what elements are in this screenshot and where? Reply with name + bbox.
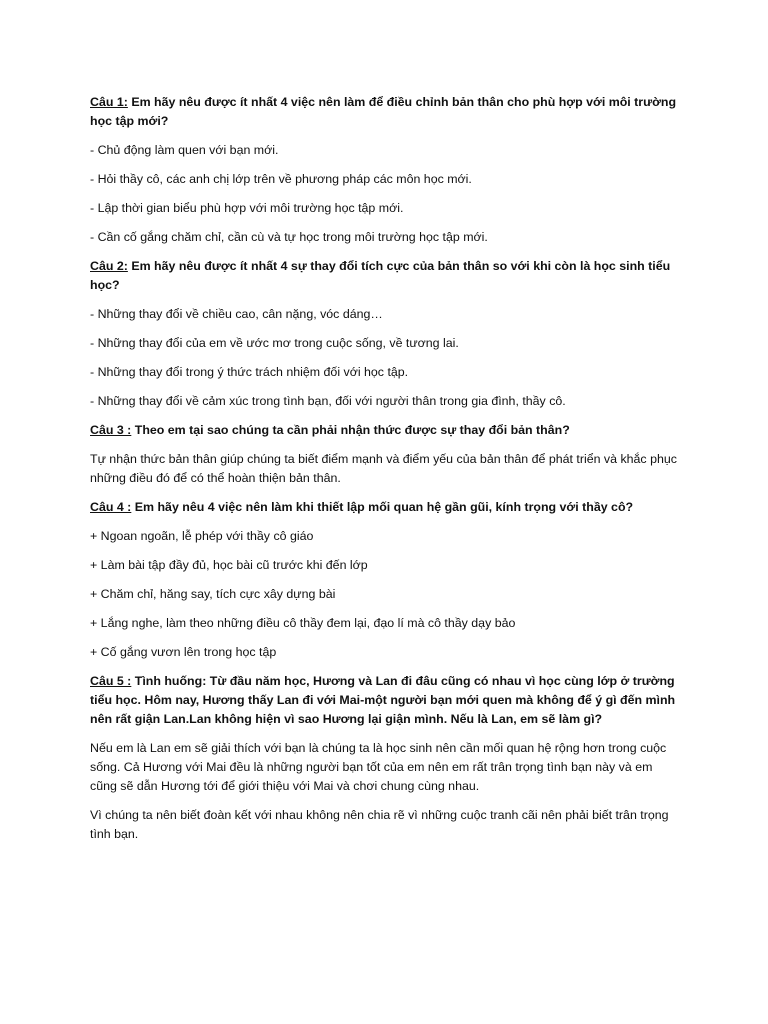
section-1	[90, 93, 678, 247]
question-2	[90, 257, 678, 295]
section-2	[90, 257, 678, 411]
question-text: Em hãy nêu được ít nhất 4 việc nên làm để điều chỉnh bản thân cho phù hợp với môi trường học tập mới?	[90, 95, 677, 128]
answer-line: - Những thay đổi về chiều cao, cân nặng, vóc dáng…	[90, 307, 383, 321]
question-label: Câu 2:	[90, 259, 128, 273]
answer-line: - Cần cố gắng chăm chỉ, cần cù và tự học trong môi trường học tập mới.	[90, 230, 488, 244]
answer-line: - Những thay đổi của em về ước mơ trong cuộc sống, về tương lai.	[90, 336, 459, 350]
question-text: Theo em tại sao chúng ta cần phải nhận thức được sự thay đổi bản thân?	[131, 423, 570, 437]
question-4	[90, 498, 678, 517]
answer-line: + Cố gắng vươn lên trong học tập	[90, 645, 277, 659]
question-label: Câu 4 :	[90, 500, 132, 514]
answer-line: + Chăm chỉ, hăng say, tích cực xây dựng bài	[90, 587, 336, 601]
answer-line: + Lắng nghe, làm theo những điều cô thầy đem lại, đạo lí mà cô thầy dạy bảo	[90, 616, 516, 630]
section-4	[90, 498, 678, 662]
question-text: Tình huống: Từ đầu năm học, Hương và Lan đi đâu cũng có nhau vì học cùng lớp ở trường tiểu học. Hôm nay, Hương thấy Lan đi với Mai-một người bạn mới quen mà không để ý gì đến mình nên rất giận Lan.Lan không hiện vì sao Hương lại giận mình. Nếu là Lan, em sẽ làm gì?	[90, 674, 676, 726]
answer-line: - Lập thời gian biểu phù hợp với môi trường học tập mới.	[90, 201, 404, 215]
section-5	[90, 672, 678, 844]
answer-line: - Những thay đổi trong ý thức trách nhiệm đối với học tập.	[90, 365, 409, 379]
question-text: Em hãy nêu được ít nhất 4 sự thay đổi tích cực của bản thân so với khi còn là học sinh tiểu học?	[90, 259, 671, 292]
question-1	[90, 93, 678, 131]
answer-line: + Làm bài tập đầy đủ, học bài cũ trước khi đến lớp	[90, 558, 368, 572]
question-label: Câu 5 :	[90, 674, 132, 688]
question-3	[90, 421, 678, 440]
question-label: Câu 1:	[90, 95, 128, 109]
question-label: Câu 3 :	[90, 423, 132, 437]
answer-line: - Những thay đổi về cảm xúc trong tình bạn, đối với người thân trong gia đình, thầy cô.	[90, 394, 566, 408]
answer-paragraph: Nếu em là Lan em sẽ giải thích với bạn là chúng ta là học sinh nên cần mối quan hệ rộng hơn trong cuộc sống. Cả Hương với Mai đều là những người bạn tốt của em nên em rất trân trọng tình bạn này và em cũng sẽ dẫn Hương tới để giới thiệu với Mai và chơi chung cùng nhau.	[90, 741, 667, 793]
answer-line: - Hỏi thầy cô, các anh chị lớp trên về phương pháp các môn học mới.	[90, 172, 472, 186]
answer-paragraph: Tự nhận thức bản thân giúp chúng ta biết điểm mạnh và điểm yếu của bản thân để phát triển và khắc phục những điều đó để có thể hoàn thiện bản thân.	[90, 452, 677, 485]
answer-paragraph: Vì chúng ta nên biết đoàn kết với nhau không nên chia rẽ vì những cuộc tranh cãi nên phải biết trân trọng tình bạn.	[90, 808, 669, 841]
section-3	[90, 421, 678, 488]
question-text: Em hãy nêu 4 việc nên làm khi thiết lập mối quan hệ gần gũi, kính trọng với thầy cô?	[131, 500, 634, 514]
question-5	[90, 672, 678, 729]
answer-line: + Ngoan ngoãn, lễ phép với thầy cô giáo	[90, 529, 314, 543]
answer-line: - Chủ động làm quen với bạn mới.	[90, 143, 279, 157]
